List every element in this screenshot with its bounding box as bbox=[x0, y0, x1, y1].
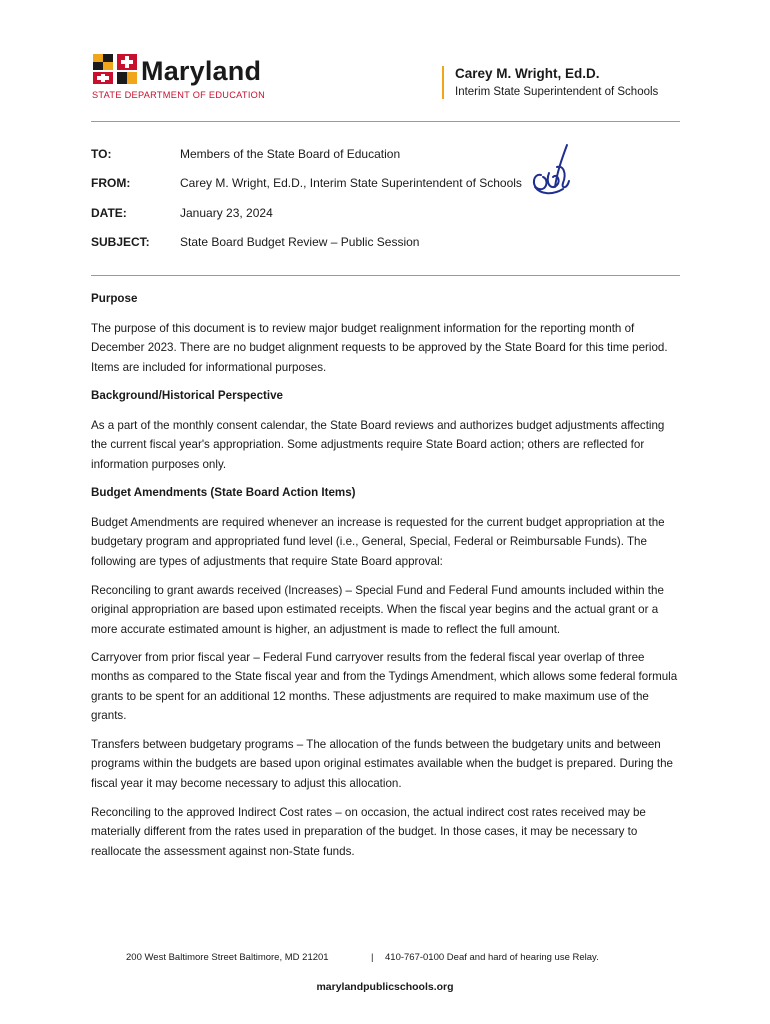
logo-subtitle: STATE DEPARTMENT OF EDUCATION bbox=[92, 90, 266, 100]
memo-to-value: Members of the State Board of Education bbox=[180, 147, 401, 161]
amendments-heading: Budget Amendments (State Board Action Items) bbox=[91, 486, 356, 499]
purpose-heading: Purpose bbox=[91, 292, 138, 305]
memo-from-label: FROM: bbox=[91, 176, 131, 190]
memo-from-value: Carey M. Wright, Ed.D., Interim State Superintendent of Schools bbox=[180, 176, 522, 190]
signature-icon bbox=[527, 143, 575, 199]
superintendent-title: Interim State Superintendent of Schools bbox=[455, 86, 659, 98]
indirect-cost-paragraph: Reconciling to the approved Indirect Cost rates – on occasion, the actual indirect cost rates received may be materially different from the rates used in preparation of the budget. In those cases, it may be necessary to reallocate the assessment against non-State funds. bbox=[91, 806, 646, 858]
memo-date-value: January 23, 2024 bbox=[180, 206, 273, 220]
background-paragraph: As a part of the monthly consent calendar, the State Board reviews and authorizes budget adjustments affecting the current fiscal year's appropriation. Some adjustments require State Board action; others are reflected for information purposes only. bbox=[91, 419, 665, 471]
memo-date-label: DATE: bbox=[91, 206, 127, 220]
bottom-rule bbox=[91, 275, 680, 276]
header-divider bbox=[442, 66, 444, 99]
logo-wordmark: Maryland bbox=[141, 56, 262, 86]
footer-website-link[interactable]: marylandpublicschools.org bbox=[316, 981, 454, 993]
carryover-paragraph: Carryover from prior fiscal year – Federal Fund carryover results from the federal fiscal year overlap of three months as compared to the State fiscal year and from the Tydings Amendment, which allows some federal formula grants to be spent for an additional 12 months. These adjustments are required to make maximum use of the grants. bbox=[91, 651, 678, 723]
top-rule bbox=[91, 121, 680, 122]
maryland-flag-icon bbox=[91, 52, 139, 86]
amendments-paragraph: Budget Amendments are required whenever an increase is requested for the current budget appropriation at the budgetary program and appropriated fund level (i.e., General, Special, Federal or Reimbursable Funds). The following are types of adjustments that require State Board approval: bbox=[91, 516, 665, 568]
msde-logo bbox=[91, 50, 276, 102]
transfers-paragraph: Transfers between budgetary programs – The allocation of the funds between the budgetary units and between programs within the budgets are based upon original estimates available when the budget is prepared. During the fiscal year it may become necessary to adjust this allocation. bbox=[91, 738, 673, 790]
memo-subject-value: State Board Budget Review – Public Session bbox=[180, 235, 420, 249]
memo-subject-label: SUBJECT: bbox=[91, 235, 150, 249]
superintendent-name: Carey M. Wright, Ed.D. bbox=[455, 66, 600, 81]
purpose-paragraph: The purpose of this document is to review major budget realignment information for the reporting month of December 2023. There are no budget alignment requests to be approved by the State Board for this time period. Items are included for informational purposes. bbox=[91, 322, 668, 374]
memo-to-label: TO: bbox=[91, 147, 112, 161]
grants-paragraph: Reconciling to grant awards received (Increases) – Special Fund and Federal Fund amounts included within the original appropriation are based upon estimated receipts. When the fiscal year begins and the actual grant or a more accurate estimated amount is higher, an adjustment is made to reflect the full amount. bbox=[91, 584, 664, 636]
footer-separator: | bbox=[371, 952, 374, 963]
background-heading: Background/Historical Perspective bbox=[91, 389, 284, 402]
footer-phone: 410-767-0100 Deaf and hard of hearing use Relay. bbox=[385, 952, 599, 963]
footer-address: 200 West Baltimore Street Baltimore, MD 21201 bbox=[126, 952, 329, 963]
